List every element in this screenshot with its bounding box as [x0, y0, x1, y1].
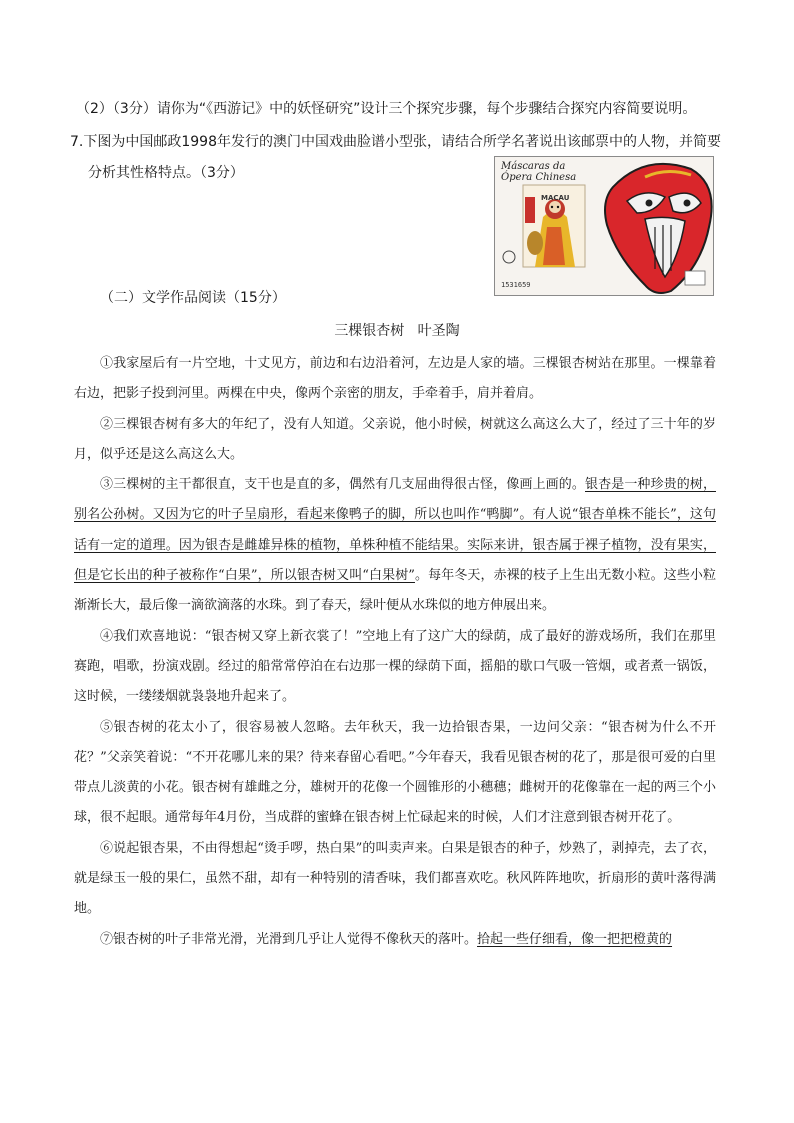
postal-logo-box	[685, 271, 705, 285]
question-7-line-1: 7.下图为中国邮政1998年发行的澳门中国戏曲脸谱小型张，请结合所学名著说出该邮票中的人物，并简要	[70, 134, 721, 150]
stamp-serial-number: 1531659	[501, 281, 531, 289]
paragraph-7-underlined: 拾起一些仔细看，像一把把橙黄的	[477, 931, 673, 947]
article-title: 三棵银杏树 叶圣陶	[334, 323, 460, 339]
paragraph-1: ①我家屋后有一片空地，十丈见方，前边和右边沿着河，左边是人家的墙。三棵银杏树站在那里。一棵靠着右边，把影子投到河里。两棵在中央，像两个亲密的朋友，手牵着手，肩并着肩。	[74, 356, 716, 402]
paragraph-6: ⑥说起银杏果，不由得想起“烫手啰，热白果”的叫卖声来。白果是银杏的种子，炒熟了，剥掉壳，去了衣，就是绿玉一般的果仁，虽然不甜，却有一种特别的清香味，我们都喜欢吃。秋风阵阵地吹，折扇形的黄叶落得满地。	[74, 840, 716, 917]
fan-shape	[527, 231, 543, 255]
stamp-country: MACAU	[541, 194, 570, 202]
paragraph-3	[74, 470, 716, 621]
stamp-title-line-2: Ópera Chinesa	[501, 172, 577, 183]
article-body	[74, 349, 716, 955]
stamp-title-line-1: Máscaras da	[501, 161, 566, 172]
red-label-block	[525, 197, 535, 223]
paragraph-2: ②三棵银杏树有多大的年纪了，没有人知道。父亲说，他小时候，树就这么高这么大了，经过了三十年的岁月，似乎还是这么高这么大。	[74, 416, 716, 462]
paragraph-7	[74, 925, 716, 955]
section-heading: （二）文学作品阅读（15分）	[100, 290, 286, 306]
paragraph-3-underlined: 银杏是一种珍贵的树，别名公孙树。又因为它的叶子呈扇形，看起来像鸭子的脚，所以也叫作“鸭脚”。有人说“银杏单株不能长”，这句话有一定的道理。因为银杏是雌雄异株的植物，单株种植不能结果。实际来讲，银杏属于裸子植物，没有果实，但是它长出的种子被称作“白果”，所以银杏树又叫“白果树”	[74, 477, 716, 584]
question-7-line-2: 分析其性格特点。（3分）	[88, 165, 244, 181]
paragraph-4: ④我们欢喜地说：“银杏树又穿上新衣裳了！”空地上有了这广大的绿荫，成了最好的游戏场所，我们在那里赛跑，唱歌，扮演戏剧。经过的船常常停泊在右边那一棵的绿荫下面，摇船的歇口气吸一管烟，或者煮一锅饭，这时候，一缕缕烟就袅袅地升起来了。	[74, 628, 716, 705]
opera-mask-stamp-image	[494, 156, 714, 296]
emblem-circle	[503, 251, 515, 263]
paragraph-3-end: 。每年冬天，赤裸的枝子上生出无数小粒。这些小粒渐渐长大，最后像一滴欲滴落的水珠。到了春天，绿叶便从水珠似的地方伸展出来。	[74, 568, 716, 614]
paragraph-5: ⑤银杏树的花太小了，很容易被人忽略。去年秋天，我一边拾银杏果，一边问父亲：“银杏树为什么不开花？”父亲笑着说：“不开花哪儿来的果？待来春留心看吧。”今年春天，我看见银杏树的花了，那是很可爱的白里带点儿淡黄的小花。银杏树有雄雌之分，雄树开的花像一个圆锥形的小穗穗；雌树开的花像靠在一起的两三个小球，很不起眼。通常每年4月份，当成群的蜜蜂在银杏树上忙碌起来的时候，人们才注意到银杏树开花了。	[74, 719, 716, 826]
paragraph-3-intro: ③三棵树的主干都很直，支干也是直的多，偶然有几支屈曲得很古怪，像画上画的。	[100, 477, 585, 493]
paragraph-7-intro: ⑦银杏树的叶子非常光滑，光滑到几乎让人觉得不像秋天的落叶。	[100, 931, 478, 947]
question-2: （2）（3分）请你为“《西游记》中的妖怪研究”设计三个探究步骤，每个步骤结合探究内容简要说明。	[76, 101, 697, 117]
